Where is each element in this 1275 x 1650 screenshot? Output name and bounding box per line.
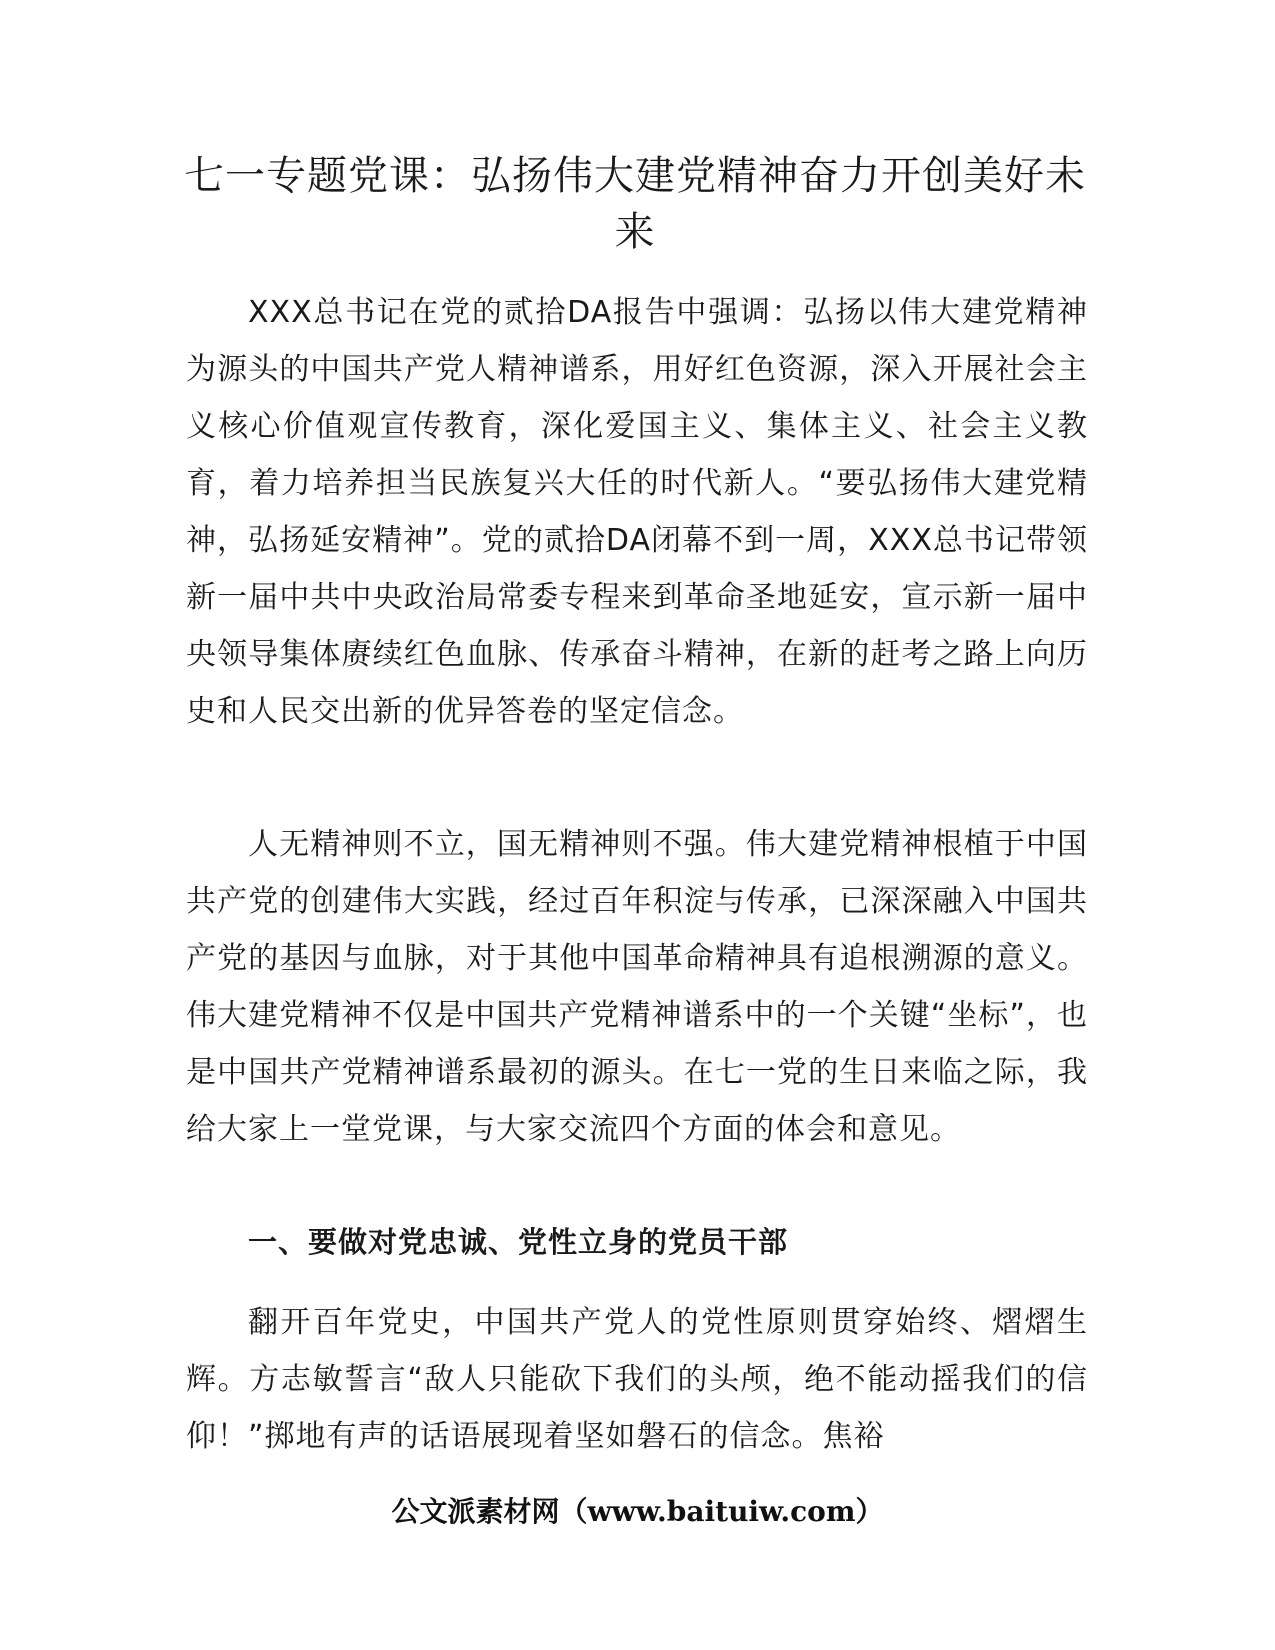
body-paragraph-2: 人无精神则不立，国无精神则不强。伟大建党精神根植于中国共产党的创建伟大实践，经过百年积淀与传承，已深深融入中国共产党的基因与血脉，对于其他中国革命精神具有追根溯源的意义。伟大建党精神不仅是中国共产党精神谱系中的一个关键“坐标”，也是中国共产党精神谱系最初的源头。在七一党的生日来临之际，我给大家上一堂党课，与大家交流四个方面的体会和意见。	[186, 827, 1088, 1147]
document-title: 七一专题党课：弘扬伟大建党精神奋力开创美好未来	[184, 153, 1086, 255]
section-heading: 一、要做对党忠诚、党性立身的党员干部	[248, 1225, 789, 1259]
footer-watermark: 公文派素材网（www.baituiw.com）	[391, 1495, 884, 1528]
body-paragraph-3: 翻开百年党史，中国共产党人的党性原则贯穿始终、熠熠生辉。方志敏誓言“敌人只能砍下我们的头颅，绝不能动摇我们的信仰！”掷地有声的话语展现着坚如磐石的信念。焦裕	[186, 1305, 1088, 1454]
body-paragraph-1: XXX总书记在党的贰拾DA报告中强调：弘扬以伟大建党精神为源头的中国共产党人精神谱系，用好红色资源，深入开展社会主义核心价值观宣传教育，深化爱国主义、集体主义、社会主义教育，着力培养担当民族复兴大任的时代新人。“要弘扬伟大建党精神，弘扬延安精神”。党的贰拾DA闭幕不到一周，XXX总书记带领新一届中共中央政治局常委专程来到革命圣地延安，宣示新一届中央领导集体赓续红色血脉、传承奋斗精神，在新的赶考之路上向历史和人民交出新的优异答卷的坚定信念。	[186, 295, 1088, 729]
